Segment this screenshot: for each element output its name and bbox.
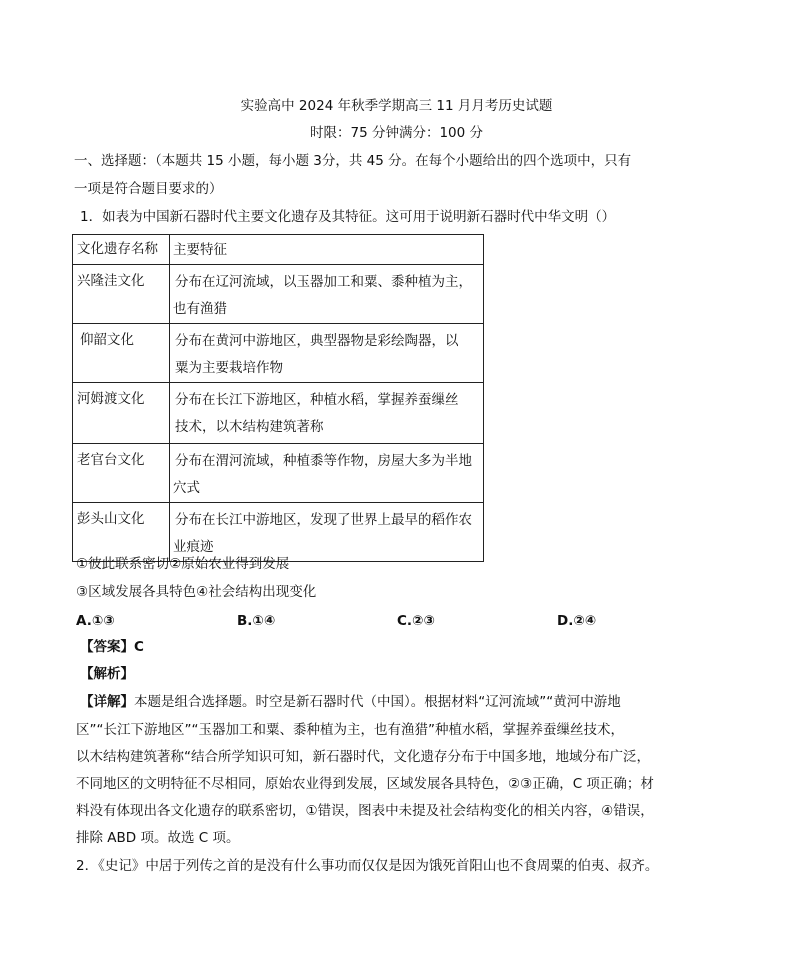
answer-label: 【答案】: [80, 639, 134, 655]
option-a: A.①③: [76, 613, 115, 629]
feature-line: 粟为主要栽培作物: [175, 360, 283, 376]
table-header-row: [73, 235, 484, 265]
analysis-label: 【解析】: [80, 666, 134, 682]
feature-line: 分布在辽河流域，以玉器加工和粟、黍种植为主，: [175, 274, 472, 290]
detail-line-3: 以木结构建筑著称“结合所学知识可知，新石器时代，文化遗存分布于中国多地，地域分布广泛，: [76, 749, 650, 765]
detail-line-2: 区”“长江下游地区”“玉器加工和粟、黍种植为主，也有渔猎”种植水稻，掌握养蚕缫丝技术，: [76, 722, 624, 738]
section-instructions-line1: 一、选择题：（本题共 15 小题，每小题 3分，共 45 分。在每个小题给出的四个选项中，只有: [74, 153, 632, 169]
table-cell-name: 仰韶文化: [73, 324, 170, 383]
culture-table: [72, 234, 484, 562]
feature-line: 技术，以木结构建筑著称: [175, 419, 324, 435]
time-limit: 时限：75 分钟满分：100 分: [309, 125, 484, 141]
option-b: B.①④: [237, 613, 276, 629]
feature-line: 分布在长江下游地区，种植水稻，掌握养蚕缫丝: [175, 392, 459, 408]
answer-line: [80, 638, 144, 656]
feature-line: 分布在渭河流域，种植黍等作物，房屋大多为半地: [175, 453, 472, 469]
detail-line-5: 料没有体现出各文化遗存的联系密切，①错误，图表中未提及社会结构变化的相关内容，④错误，: [76, 803, 654, 819]
table-cell-feature: [170, 265, 484, 324]
option-c: C.②③: [397, 613, 435, 629]
question-2-stem: 2．《史记》中居于列传之首的是没有什么事功而仅仅是因为饿死首阳山也不食周粟的伯夷、叔齐。: [76, 858, 659, 874]
detail-label: 【详解】: [80, 694, 134, 710]
table-cell-name: 老官台文化: [73, 444, 170, 503]
statement-line-2: ③区域发展各具特色④社会结构出现变化: [76, 584, 317, 600]
feature-line: 业痕迹: [173, 539, 214, 555]
table-header-cell: 主要特征: [170, 235, 484, 265]
feature-line: 也有渔猎: [173, 301, 227, 317]
statement-line-1: ①彼此联系密切②原始农业得到发展: [76, 556, 290, 572]
table-cell-feature: [170, 324, 484, 383]
feature-line: 分布在黄河中游地区，典型器物是彩绘陶器，以: [175, 333, 459, 349]
detail-line-6: 排除 ABD 项。故选 C 项。: [76, 830, 240, 846]
table-cell-feature: [170, 383, 484, 444]
question-1-stem: 1．如表为中国新石器时代主要文化遗存及其特征。这可用于说明新石器时代中华文明（）: [80, 209, 616, 225]
answer-value: C: [134, 639, 144, 655]
detail-line-4: 不同地区的文明特征不尽相同，原始农业得到发展，区域发展各具特色，②③正确，C 项正确；材: [76, 776, 654, 792]
feature-line: 分布在长江中游地区，发现了世界上最早的稻作农: [175, 512, 472, 528]
section-instructions-line2: 一项是符合题目要求的）: [74, 181, 223, 197]
detail-line-1: [80, 693, 621, 711]
table-cell-name: 河姆渡文化: [73, 383, 170, 444]
feature-line: 穴式: [173, 480, 200, 496]
option-d: D.②④: [557, 613, 597, 629]
table-row: [73, 383, 484, 444]
table-row: [73, 265, 484, 324]
table-cell-feature: [170, 503, 484, 562]
detail-text: 本题是组合选择题。时空是新石器时代（中国）。根据材料“辽河流域”“黄河中游地: [134, 694, 621, 710]
exam-title: 实验高中 2024 年秋季学期高三 11 月月考历史试题: [240, 98, 553, 114]
table-header-cell: 文化遗存名称: [73, 235, 170, 265]
table-row: [73, 503, 484, 562]
table-cell-feature: [170, 444, 484, 503]
table-row: [73, 444, 484, 503]
table-cell-name: 彭头山文化: [73, 503, 170, 562]
table-cell-name: 兴隆洼文化: [73, 265, 170, 324]
table-row: [73, 324, 484, 383]
